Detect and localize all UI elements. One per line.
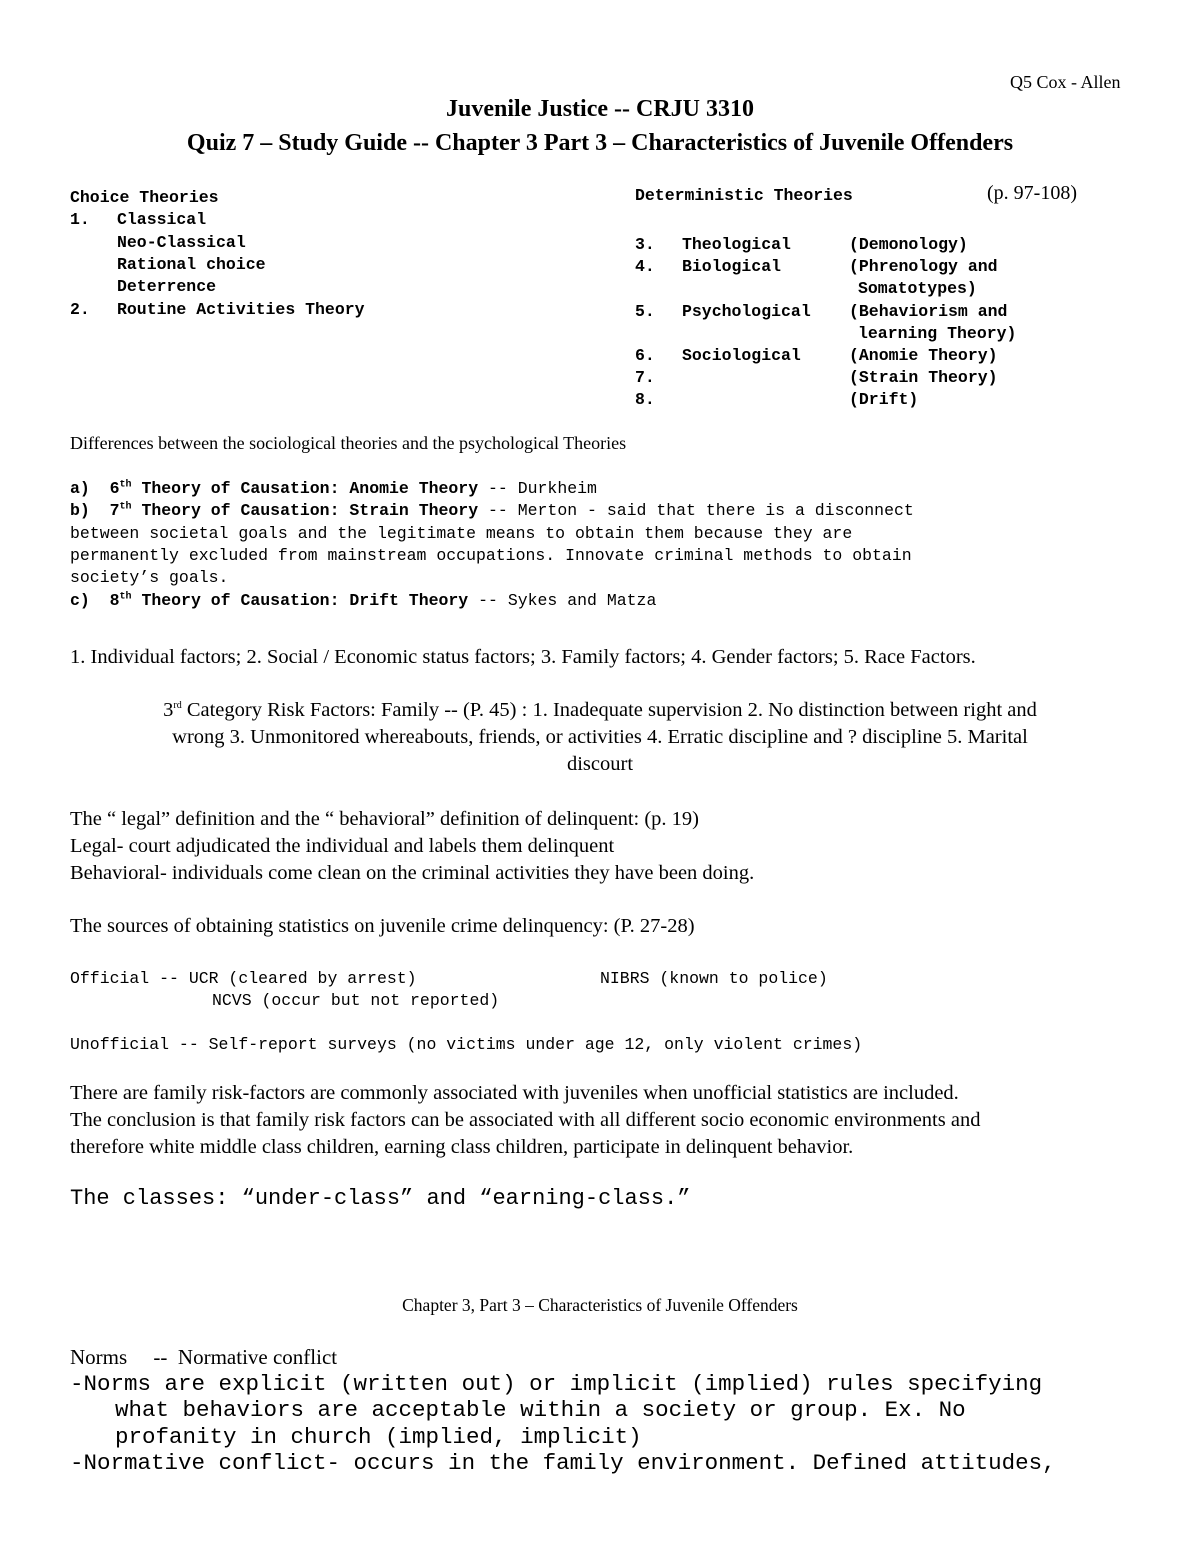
theory-b-line3: permanently excluded from mainstream occupations. Innovate criminal methods to obtain bbox=[70, 546, 912, 565]
definitions-line2: Legal- court adjudicated the individual and labels them delinquent bbox=[70, 835, 615, 857]
norms-line3: profanity in church (implied, implicit) bbox=[115, 1424, 642, 1450]
det-item-label: Biological bbox=[682, 257, 782, 276]
definitions-line1: The “ legal” definition and the “ behavioral” definition of delinquent: (p. 19) bbox=[70, 808, 700, 830]
sources-unofficial: Unofficial -- Self-report surveys (no victims under age 12, only violent crimes) bbox=[70, 1035, 863, 1054]
family-text: Category Risk Factors: Family -- (P. 45) : 1. Inadequate supervision 2. No distinction between right and bbox=[186, 699, 1037, 721]
sources-official: Official -- UCR (cleared by arrest) bbox=[70, 969, 417, 988]
factors-line: 1. Individual factors; 2. Social / Economic status factors; 3. Family factors; 4. Gender factors; 5. Race Factors. bbox=[70, 646, 976, 668]
norms-heading bbox=[70, 1345, 337, 1370]
deterministic-theories-heading: Deterministic Theories bbox=[635, 186, 853, 205]
det-item-num: 4. bbox=[635, 257, 655, 276]
theory-b-sup: th bbox=[119, 501, 132, 513]
det-item-label: Psychological bbox=[682, 302, 811, 321]
choice-item-label: Classical bbox=[117, 210, 207, 229]
theory-c-line bbox=[70, 591, 656, 610]
deterministic-pages: (p. 97-108) bbox=[987, 182, 1077, 204]
det-item-detail: (Drift) bbox=[849, 390, 919, 409]
norms-line2: what behaviors are acceptable within a society or group. Ex. No bbox=[115, 1397, 966, 1423]
family-risk-line3: discourt bbox=[566, 753, 634, 775]
page-subtitle: Quiz 7 – Study Guide -- Chapter 3 Part 3 – Characteristics of Juvenile Offenders bbox=[186, 130, 1014, 156]
family-risk-para-line2: The conclusion is that family risk factors can be associated with all different socio economic environments and bbox=[70, 1109, 981, 1131]
sources-ncvs: NCVS (occur but not reported) bbox=[212, 991, 500, 1010]
theory-b-rest: -- Merton - said that there is a disconnect bbox=[488, 501, 914, 520]
definitions-line3: Behavioral- individuals come clean on the criminal activities they have been doing. bbox=[70, 862, 755, 884]
det-item-num: 3. bbox=[635, 235, 655, 254]
det-item-detail2: learning Theory) bbox=[858, 324, 1017, 343]
det-item-detail: (Demonology) bbox=[849, 235, 968, 254]
differences-heading: Differences between the sociological theories and the psychological Theories bbox=[70, 433, 627, 453]
choice-item-num: 2. bbox=[70, 300, 90, 319]
theory-b-line4: society’s goals. bbox=[70, 568, 229, 587]
theory-c-sup: th bbox=[119, 591, 132, 603]
theory-c-title: Theory of Causation: Drift Theory bbox=[141, 591, 469, 610]
det-item-num: 6. bbox=[635, 346, 655, 365]
corner-label: Q5 Cox - Allen bbox=[1010, 72, 1121, 92]
choice-theories-heading: Choice Theories bbox=[70, 188, 219, 207]
theory-b-line2: between societal goals and the legitimate means to obtain them because they are bbox=[70, 524, 853, 543]
theory-a-num: 6 bbox=[109, 479, 120, 498]
norms-heading-sep: -- bbox=[153, 1345, 168, 1369]
norms-heading-right: Normative conflict bbox=[177, 1345, 338, 1369]
theory-c-rest: -- Sykes and Matza bbox=[478, 591, 657, 610]
theory-a-title: Theory of Causation: Anomie Theory bbox=[141, 479, 479, 498]
theory-c-prefix: c) bbox=[70, 591, 90, 610]
family-risk-line2: wrong 3. Unmonitored whereabouts, friends, or activities 4. Erratic discipline and ? discipline 5. Marital bbox=[172, 726, 1028, 748]
theory-b-prefix: b) bbox=[70, 501, 90, 520]
choice-item-label: Routine Activities Theory bbox=[117, 300, 365, 319]
det-item-label: Sociological bbox=[682, 346, 801, 365]
theory-c-num: 8 bbox=[109, 591, 120, 610]
norms-heading-left: Norms bbox=[70, 1345, 128, 1369]
chapter-heading: Chapter 3, Part 3 – Characteristics of Juvenile Offenders bbox=[402, 1295, 798, 1315]
theory-a-sup: th bbox=[119, 479, 132, 491]
theory-a-line bbox=[70, 479, 597, 498]
choice-item-label: Rational choice bbox=[117, 255, 266, 274]
theory-a-prefix: a) bbox=[70, 479, 90, 498]
classes-line: The classes: “under-class” and “earning-class.” bbox=[70, 1186, 691, 1211]
sources-nibrs: NIBRS (known to police) bbox=[600, 969, 828, 988]
sources-heading: The sources of obtaining statistics on juvenile crime delinquency: (P. 27-28) bbox=[70, 915, 695, 937]
det-item-num: 8. bbox=[635, 390, 655, 409]
norms-line4: -Normative conflict- occurs in the family environment. Defined attitudes, bbox=[70, 1450, 1056, 1476]
choice-item-label: Neo-Classical bbox=[117, 233, 246, 252]
theory-b-title: Theory of Causation: Strain Theory bbox=[141, 501, 479, 520]
det-item-num: 5. bbox=[635, 302, 655, 321]
theory-b-num: 7 bbox=[109, 501, 120, 520]
det-item-detail: (Phrenology and bbox=[849, 257, 998, 276]
det-item-detail: (Strain Theory) bbox=[849, 368, 998, 387]
family-risk-line1 bbox=[0, 699, 1200, 722]
det-item-detail2: Somatotypes) bbox=[858, 279, 977, 298]
family-risk-para-line1: There are family risk-factors are commonly associated with juveniles when unofficial statistics are included. bbox=[70, 1082, 959, 1104]
choice-item-num: 1. bbox=[70, 210, 90, 229]
norms-line1: -Norms are explicit (written out) or implicit (implied) rules specifying bbox=[70, 1371, 1043, 1397]
theory-a-rest: -- Durkheim bbox=[488, 479, 597, 498]
choice-item-label: Deterrence bbox=[117, 277, 217, 296]
det-item-detail: (Behaviorism and bbox=[849, 302, 1008, 321]
family-num: 3 bbox=[163, 699, 174, 721]
det-item-detail: (Anomie Theory) bbox=[849, 346, 998, 365]
theory-b-line bbox=[70, 501, 914, 520]
family-sup: rd bbox=[173, 700, 182, 712]
det-item-label: Theological bbox=[682, 235, 791, 254]
det-item-num: 7. bbox=[635, 368, 655, 387]
page-title: Juvenile Justice -- CRJU 3310 bbox=[446, 96, 754, 122]
family-risk-para-line3: therefore white middle class children, earning class children, participate in delinquent behavior. bbox=[70, 1136, 854, 1158]
